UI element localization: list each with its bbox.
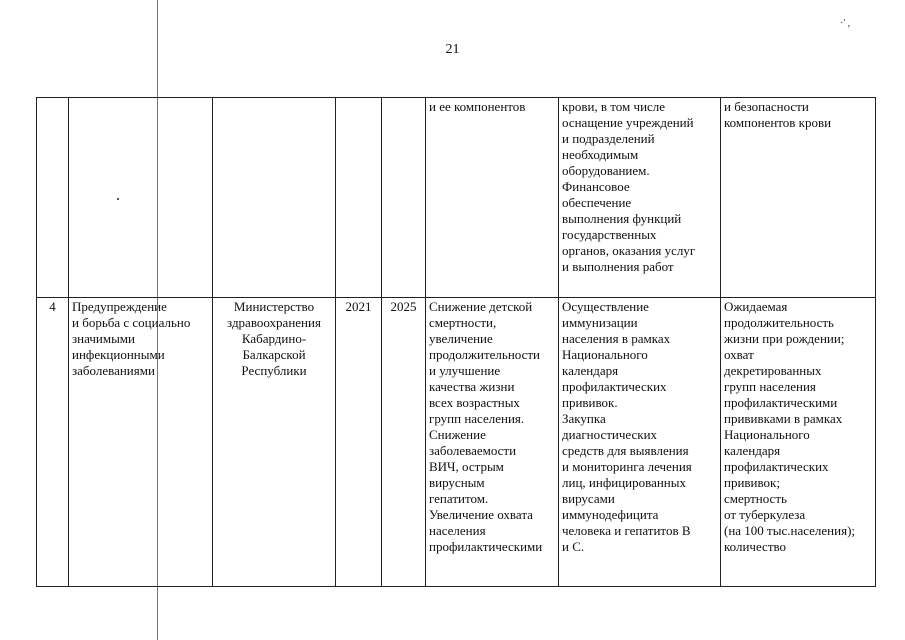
cell-activities: крови, в том числе оснащение учреждений и подразделений необходимым оборудованием. Финансовое обеспечение выполнения функций государственных органов, оказания услуг и выполнения работ (559, 98, 721, 298)
table-row (37, 98, 876, 298)
cell-start-year: 2021 (336, 298, 382, 587)
cell-tasks: Снижение детской смертности, увеличение продолжительности и улучшение качества жизни всех возрастных групп населения. Снижение заболеваемости ВИЧ, острым вирусным гепатитом. Увеличение охвата населения профилактическими (426, 298, 559, 587)
cell-indicators: и безопасности компонентов крови (721, 98, 876, 298)
cell-indicators: Ожидаемая продолжительность жизни при рождении; охват декретированных групп населения профилактическими прививками в рамках Национального календаря профилактических прививок; смертность от туберкулеза (на 100 тыс.населения); количество (721, 298, 876, 587)
cell-start-year (336, 98, 382, 298)
cell-end-year (382, 98, 426, 298)
cell-number: 4 (37, 298, 69, 587)
table-row (37, 298, 876, 587)
corner-mark: ·' , (840, 18, 851, 29)
cell-name (69, 98, 213, 298)
program-table (36, 97, 876, 587)
page-number: 21 (445, 42, 460, 57)
cell-executor (213, 98, 336, 298)
cell-number (37, 98, 69, 298)
cell-name: Предупреждение и борьба с социально значимыми инфекционными заболеваниями (69, 298, 213, 587)
cell-executor: Министерство здравоохранения Кабардино- Балкарской Республики (213, 298, 336, 587)
cell-activities: Осуществление иммунизации населения в рамках Национального календаря профилактических прививок. Закупка диагностических средств для выявления и мониторинга лечения лиц, инфицированных вирусами иммунодефицита человека и гепатитов В и С. (559, 298, 721, 587)
cell-end-year: 2025 (382, 298, 426, 587)
cell-tasks: и ее компонентов (426, 98, 559, 298)
